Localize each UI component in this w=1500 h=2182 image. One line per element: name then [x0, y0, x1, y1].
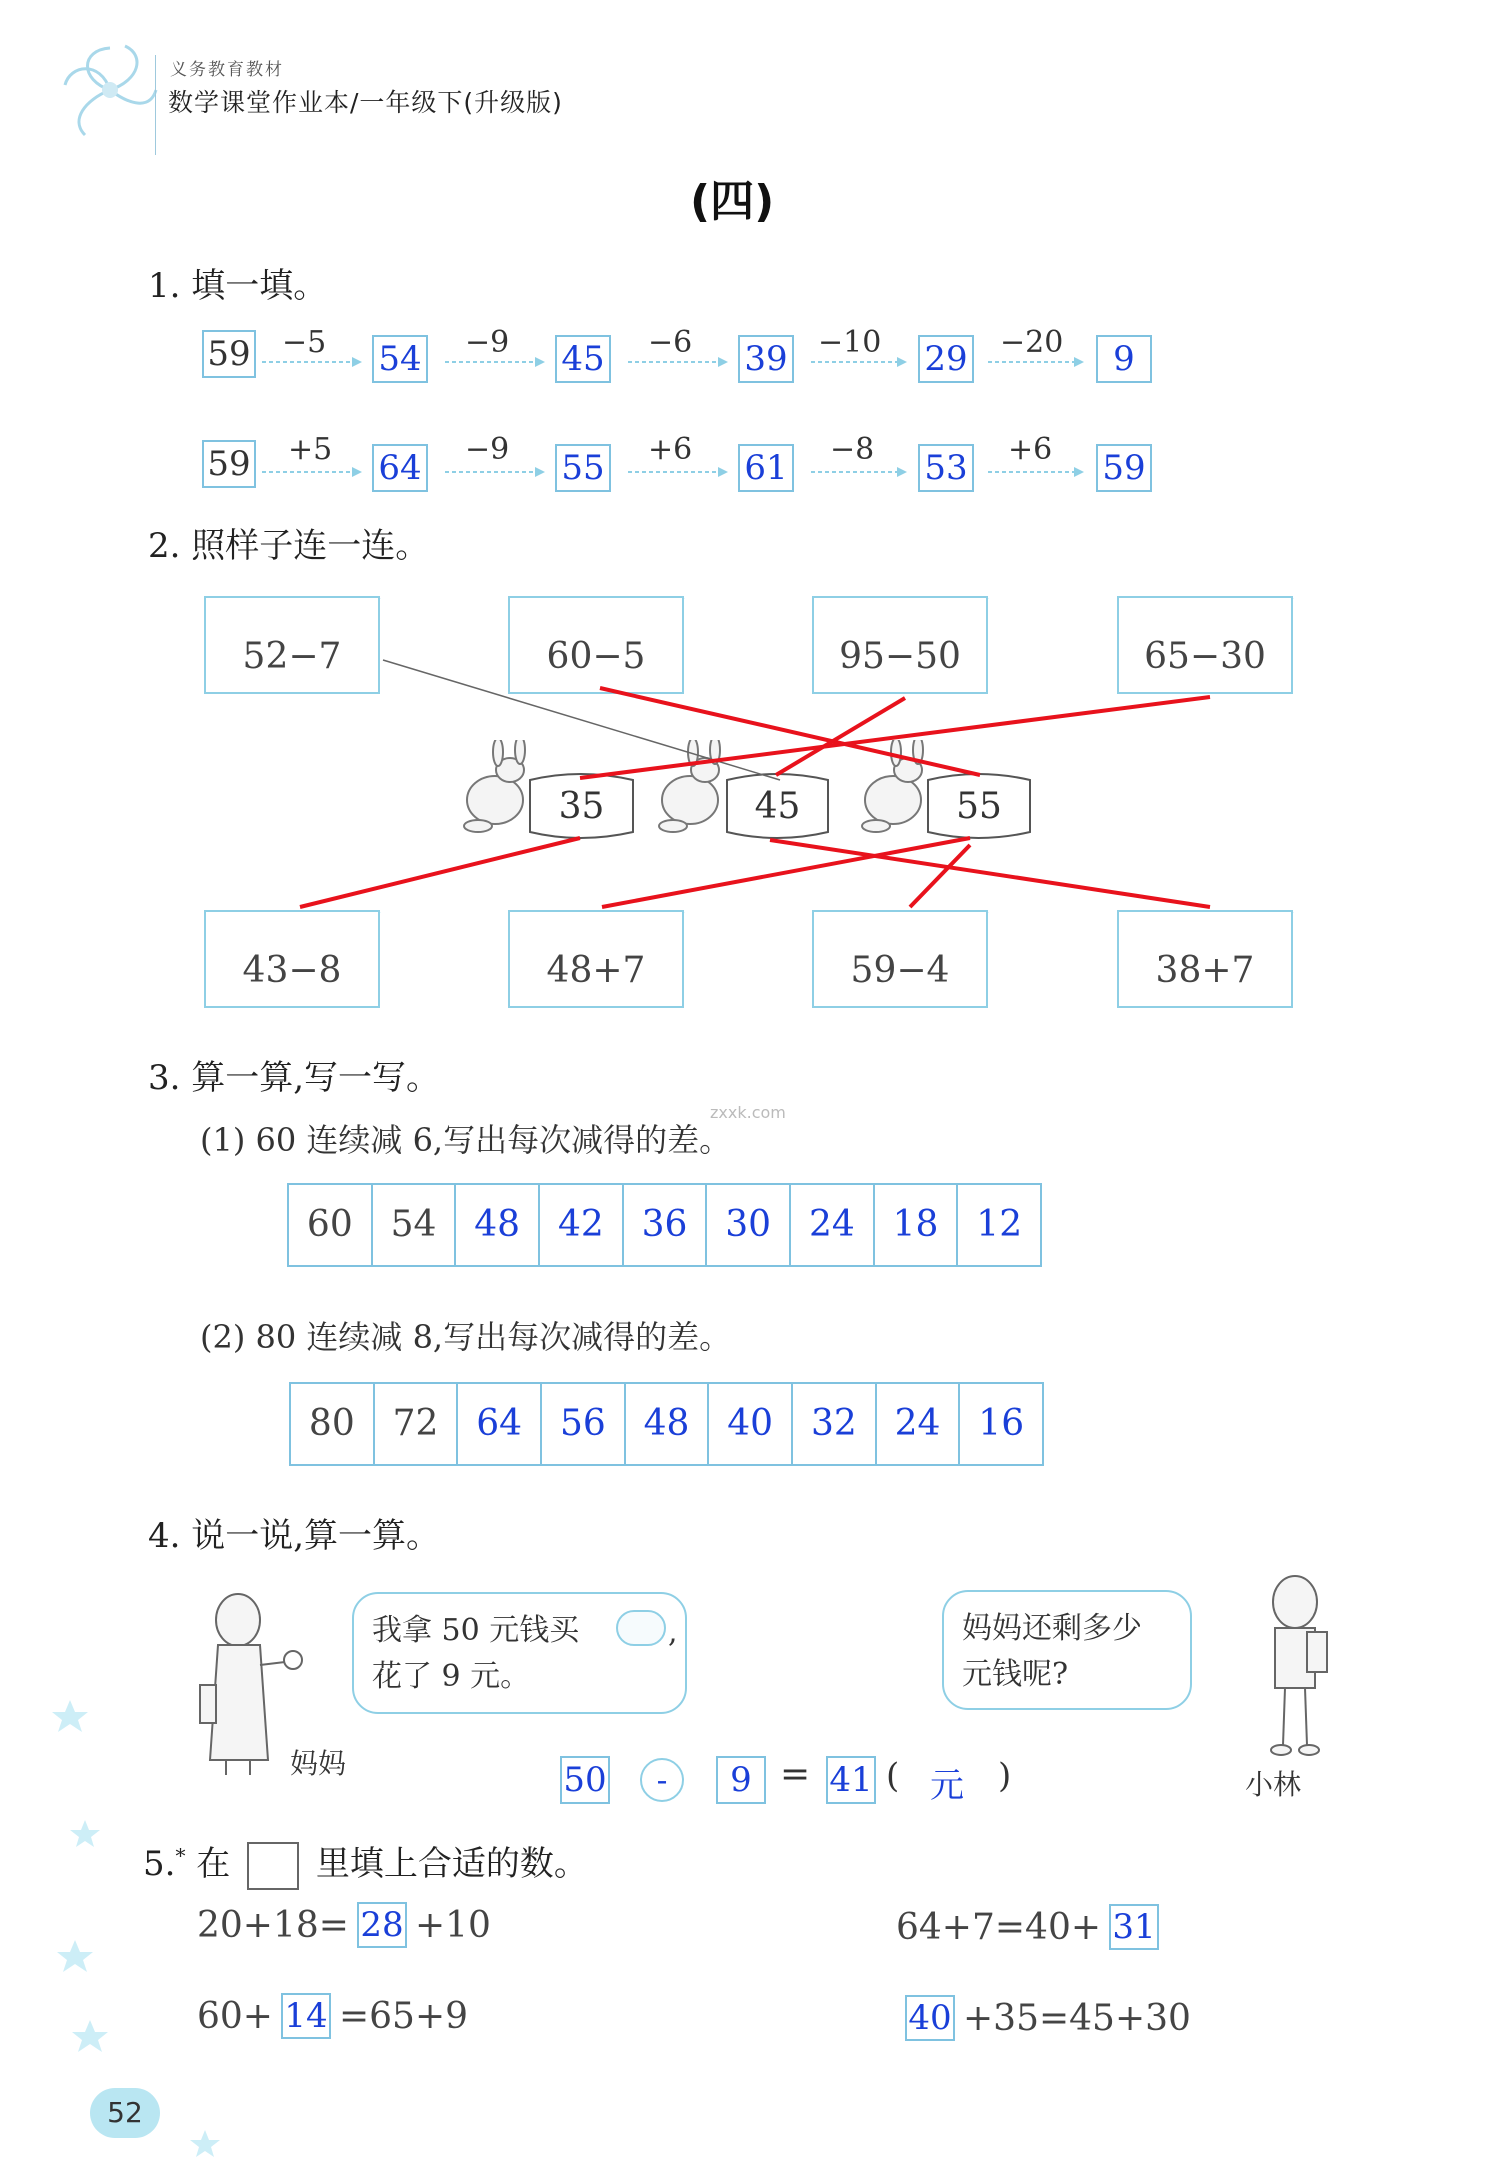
table-cell-answer[interactable]: 30 — [707, 1185, 791, 1265]
q3-part1-prompt: (1) 60 连续减 6,写出每次减得的差。 — [200, 1121, 732, 1159]
q1-row2-answer[interactable]: 59 — [1096, 444, 1152, 492]
table-cell: 72 — [375, 1384, 459, 1464]
table-cell: 80 — [291, 1384, 375, 1464]
q3-part1-table — [287, 1183, 1042, 1267]
answer-line — [602, 838, 970, 907]
apple-icon — [616, 1610, 666, 1646]
star-icon — [57, 1940, 93, 1972]
equation-left: 64+7=40+ — [896, 1906, 1102, 1948]
q1-row1-op: −6 — [648, 325, 693, 360]
answer-line — [600, 688, 980, 775]
boy-line-2: 元钱呢? — [962, 1657, 1069, 1692]
optional-star: * — [175, 1843, 186, 1868]
q1-row1-answer[interactable]: 9 — [1096, 335, 1152, 383]
envelope-expression: 38+7 — [1155, 950, 1255, 991]
boy-label: 小林 — [1245, 1768, 1302, 1801]
star-icon — [70, 1820, 100, 1847]
boy-figure-icon — [1245, 1570, 1345, 1770]
envelope-expression: 60−5 — [546, 636, 646, 677]
q1-row2-op: +5 — [288, 432, 333, 467]
drum-label: 45 — [754, 786, 801, 827]
answer-line — [776, 698, 905, 775]
table-cell-answer[interactable]: 16 — [978, 1403, 1025, 1444]
fill-box[interactable]: 31 — [1109, 1904, 1159, 1950]
q1-row2-answer[interactable]: 53 — [918, 444, 974, 492]
table-cell-answer[interactable]: 42 — [540, 1185, 624, 1265]
header-series: 义务教育教材 — [170, 60, 284, 80]
q3-part2-prompt: (2) 80 连续减 8,写出每次减得的差。 — [200, 1318, 732, 1356]
table-cell-answer[interactable]: 48 — [626, 1384, 710, 1464]
fill-box[interactable]: 14 — [281, 1993, 331, 2039]
q1-row2-op: −8 — [830, 432, 875, 467]
unit-paren-open: ( — [886, 1756, 900, 1796]
unit-paren-close: ) — [998, 1756, 1012, 1796]
star-icon — [52, 1700, 88, 1732]
q3-part2-table — [289, 1382, 1044, 1466]
q1-row1-op: −20 — [1000, 325, 1064, 360]
q2-title: 2. 照样子连一连。 — [148, 526, 430, 566]
table-cell-answer[interactable]: 64 — [458, 1384, 542, 1464]
equation-right: +35=45+30 — [963, 1997, 1191, 2039]
equation-left: 60+ — [197, 1995, 273, 2037]
envelope-expression: 48+7 — [546, 950, 646, 991]
mom-comma: , — [668, 1615, 678, 1650]
mom-line-1: 我拿 50 元钱买 — [372, 1613, 580, 1648]
envelope-expression: 65−30 — [1144, 636, 1266, 677]
q3-title: 3. 算一算,写一写。 — [148, 1058, 441, 1098]
q1-row2-answer[interactable]: 61 — [738, 444, 794, 492]
equation-number-box[interactable]: 9 — [716, 1756, 766, 1804]
equals-sign: = — [780, 1754, 811, 1795]
header-title: 数学课堂作业本/一年级下(升级版) — [168, 88, 563, 117]
q1-row2-answer[interactable]: 55 — [555, 444, 611, 492]
mom-speech-bubble — [352, 1592, 687, 1714]
table-cell-answer[interactable]: 18 — [875, 1185, 959, 1265]
mom-label: 妈妈 — [290, 1747, 347, 1780]
table-cell-answer[interactable]: 12 — [976, 1204, 1023, 1245]
answer-line — [770, 840, 1210, 907]
table-cell-answer[interactable]: 36 — [624, 1185, 708, 1265]
unit-answer[interactable]: 元 — [930, 1766, 964, 1806]
equation-number-box[interactable]: 50 — [560, 1756, 610, 1804]
equation-left: 20+18= — [197, 1904, 349, 1946]
drum-label: 55 — [956, 786, 1002, 827]
table-cell-answer[interactable]: 24 — [877, 1384, 961, 1464]
q5-equation-4 — [905, 1995, 1191, 2041]
answer-line — [910, 845, 970, 907]
table-cell-answer[interactable]: 48 — [456, 1185, 540, 1265]
q1-row1-answer[interactable]: 45 — [555, 335, 611, 383]
mom-line-2: 花了 9 元。 — [372, 1659, 531, 1694]
fill-box[interactable]: 40 — [905, 1995, 955, 2041]
envelope-expression: 52−7 — [242, 636, 342, 677]
table-cell: 60 — [289, 1185, 373, 1265]
q1-row1-start: 59 — [202, 330, 256, 378]
fill-box[interactable]: 28 — [357, 1902, 407, 1948]
q1-row1-op: −10 — [818, 325, 882, 360]
q1-row2-op: +6 — [648, 432, 693, 467]
table-cell-answer[interactable]: 56 — [542, 1384, 626, 1464]
q1-row1-answer[interactable]: 54 — [372, 335, 428, 383]
q5-title-post: 里填上合适的数。 — [315, 1844, 588, 1884]
star-icon — [190, 2130, 220, 2157]
drum-label: 35 — [558, 786, 605, 827]
q1-row1-answer[interactable]: 29 — [918, 335, 974, 383]
example-line — [383, 660, 780, 780]
table-cell-answer[interactable]: 40 — [709, 1384, 793, 1464]
page-number: 52 — [90, 2088, 160, 2138]
q1-title: 1. 填一填。 — [148, 266, 328, 306]
q5-equation-2 — [896, 1904, 1167, 1950]
watermark: zxxk.com — [710, 1103, 786, 1122]
q1-row1-answer[interactable]: 39 — [738, 335, 794, 383]
table-cell-answer[interactable]: 24 — [791, 1185, 875, 1265]
equation-right: =65+9 — [338, 1995, 469, 2037]
boy-line-1: 妈妈还剩多少 — [962, 1611, 1142, 1646]
answer-line — [580, 697, 1210, 778]
table-cell-answer[interactable]: 32 — [793, 1384, 877, 1464]
operator-circle[interactable]: - — [640, 1758, 684, 1802]
q1-row2-op: −9 — [465, 432, 510, 467]
q1-row1-op: −9 — [465, 325, 510, 360]
envelope-expression: 95−50 — [839, 636, 961, 677]
table-cell: 54 — [373, 1185, 457, 1265]
q1-row2-op: +6 — [1008, 432, 1053, 467]
star-icon — [72, 2020, 108, 2052]
envelope-expression: 59−4 — [850, 950, 950, 991]
q5-number: 5. — [143, 1844, 176, 1884]
q1-row2-answer[interactable]: 64 — [372, 444, 428, 492]
q4-title: 4. 说一说,算一算。 — [148, 1516, 441, 1556]
q1-row1-op: −5 — [282, 325, 327, 360]
q5-title-pre: 在 — [196, 1844, 231, 1884]
equation-result-box[interactable]: 41 — [826, 1756, 876, 1804]
q1-row2-start: 59 — [202, 440, 256, 488]
boy-speech-bubble — [942, 1590, 1192, 1710]
envelope-expression: 43−8 — [242, 950, 342, 991]
answer-line — [300, 838, 580, 907]
decorative-stars — [40, 1680, 290, 2180]
equation-right: +10 — [414, 1904, 491, 1946]
section-title: (四) — [690, 176, 775, 227]
